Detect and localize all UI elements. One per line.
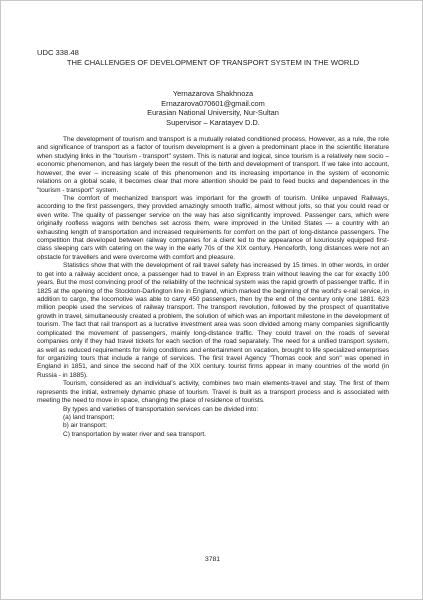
paragraph-tourism: Tourism, considered as an individual's activity, combines two main elements-travel and stay. The first of them represents the initial, extremely dynamic phase of tourism. Travel is built as a transport process and is associated with meeting the need to move in space, changing the place of residence of tourists. — [37, 380, 389, 405]
author-affiliation: Eurasian National University, Nur-Sultan — [147, 108, 279, 118]
list-item-land: (a) land transport; — [63, 413, 115, 421]
list-item-water: C) transportation by water river and sea transport. — [63, 430, 206, 438]
author-block — [37, 89, 389, 127]
list-item-air: b) air transport; — [63, 422, 107, 430]
paragraph-intro: The development of tourism and transport is a mutually related conditioned process. However, as a rule, the role and significance of transport as a factor of tourism development is a given a predominant place in the scientific literature when studying links in the "tourism - transport" system. This is natural and logical, since tourism is a relatively new socio – economic phenomenon, and has largely been the result of the birth and development of transport. If we take into account, however, the ever – increasing scale of this phenomenon and its increasing importance in the system of economic relations on a global scale, it becomes clear that more attention should be paid to feed bucks and dependences in the "tourism - transport" system. — [37, 136, 389, 194]
paper-body — [37, 136, 389, 439]
udc-code: UDC 338.48 — [37, 48, 79, 57]
paper-title: THE CHALLENGES OF DEVELOPMENT OF TRANSPORT SYSTEM IN THE WORLD — [66, 58, 360, 67]
paragraph-types: By types and varieties of transportation services can be divided into: — [63, 405, 259, 413]
author-name: Yernazarova Shakhnoza — [172, 89, 254, 98]
paragraph-statistics: Statistics show that with the development of rail travel safety has increased by 15 times. In other words, in order to get into a railway accident once, a passenger had to travel in an Express train without leaving the car for exactly 100 years. But the most convincing proof of the reliability of the technical system was the rapid growth of passenger traffic. If in 1825 at the opening of the Stockton-Darlington line in England, which marked the beginning of the world's e-rail service, in addition to cargo, the locomotive was able to carry 450 passengers, then by the end of the century only one 1881. 623 million people used the services of railway transport. The transport revolution, followed by the prospect of quantitative growth in travel, simultaneously created a problem, the solution of which was an important milestone in the development of tourism. The fact that rail transport as a lucrative investment area was soon divided among many companies significantly complicated the movement of passengers, mainly long-distance traffic. They could travel on the roads of several companies only if they had travel tickets for each section of the road separately. The need for a unified transport system, as well as reduced requirements for living conditions and entertainment on vacation, brought to life specialized enterprises for organizing tours that include a range of services. The first travel Agency "Thomas cook and son" was opened in England in 1851, and since the second half of the XIX century. tourist firms appear in many countries of the world (in Russia - in 1885). — [37, 262, 389, 379]
author-supervisor: Supervisor – Karatayev D.D. — [166, 117, 260, 127]
paragraph-comfort: The comfort of mechanized transport was important for the growth of tourism. Unlike unpaved Railways, according to the first passengers, they provided amazingly smooth traffic, almost without jolts, so that you could read or even write. The quality of passenger service on the way has also significantly improved. Passenger cars, which were originally roofless wagons with benches set across them, were improved in the United States — a country with an exhausting length of transportation and increased requirements for comfort on the part of long-distance passengers. The competition that developed between railway companies for a client led to the appearance of luxuriously equipped first-class sleeping cars with catering on the way in the early 70s of the XIX century. Henceforth, long distances were not an obstacle for travellers and were overcome with comfort and pleasure. — [37, 194, 389, 261]
page-number: 3781 — [204, 556, 221, 563]
author-email: Ernazarova070601@gmail.com — [161, 98, 265, 108]
